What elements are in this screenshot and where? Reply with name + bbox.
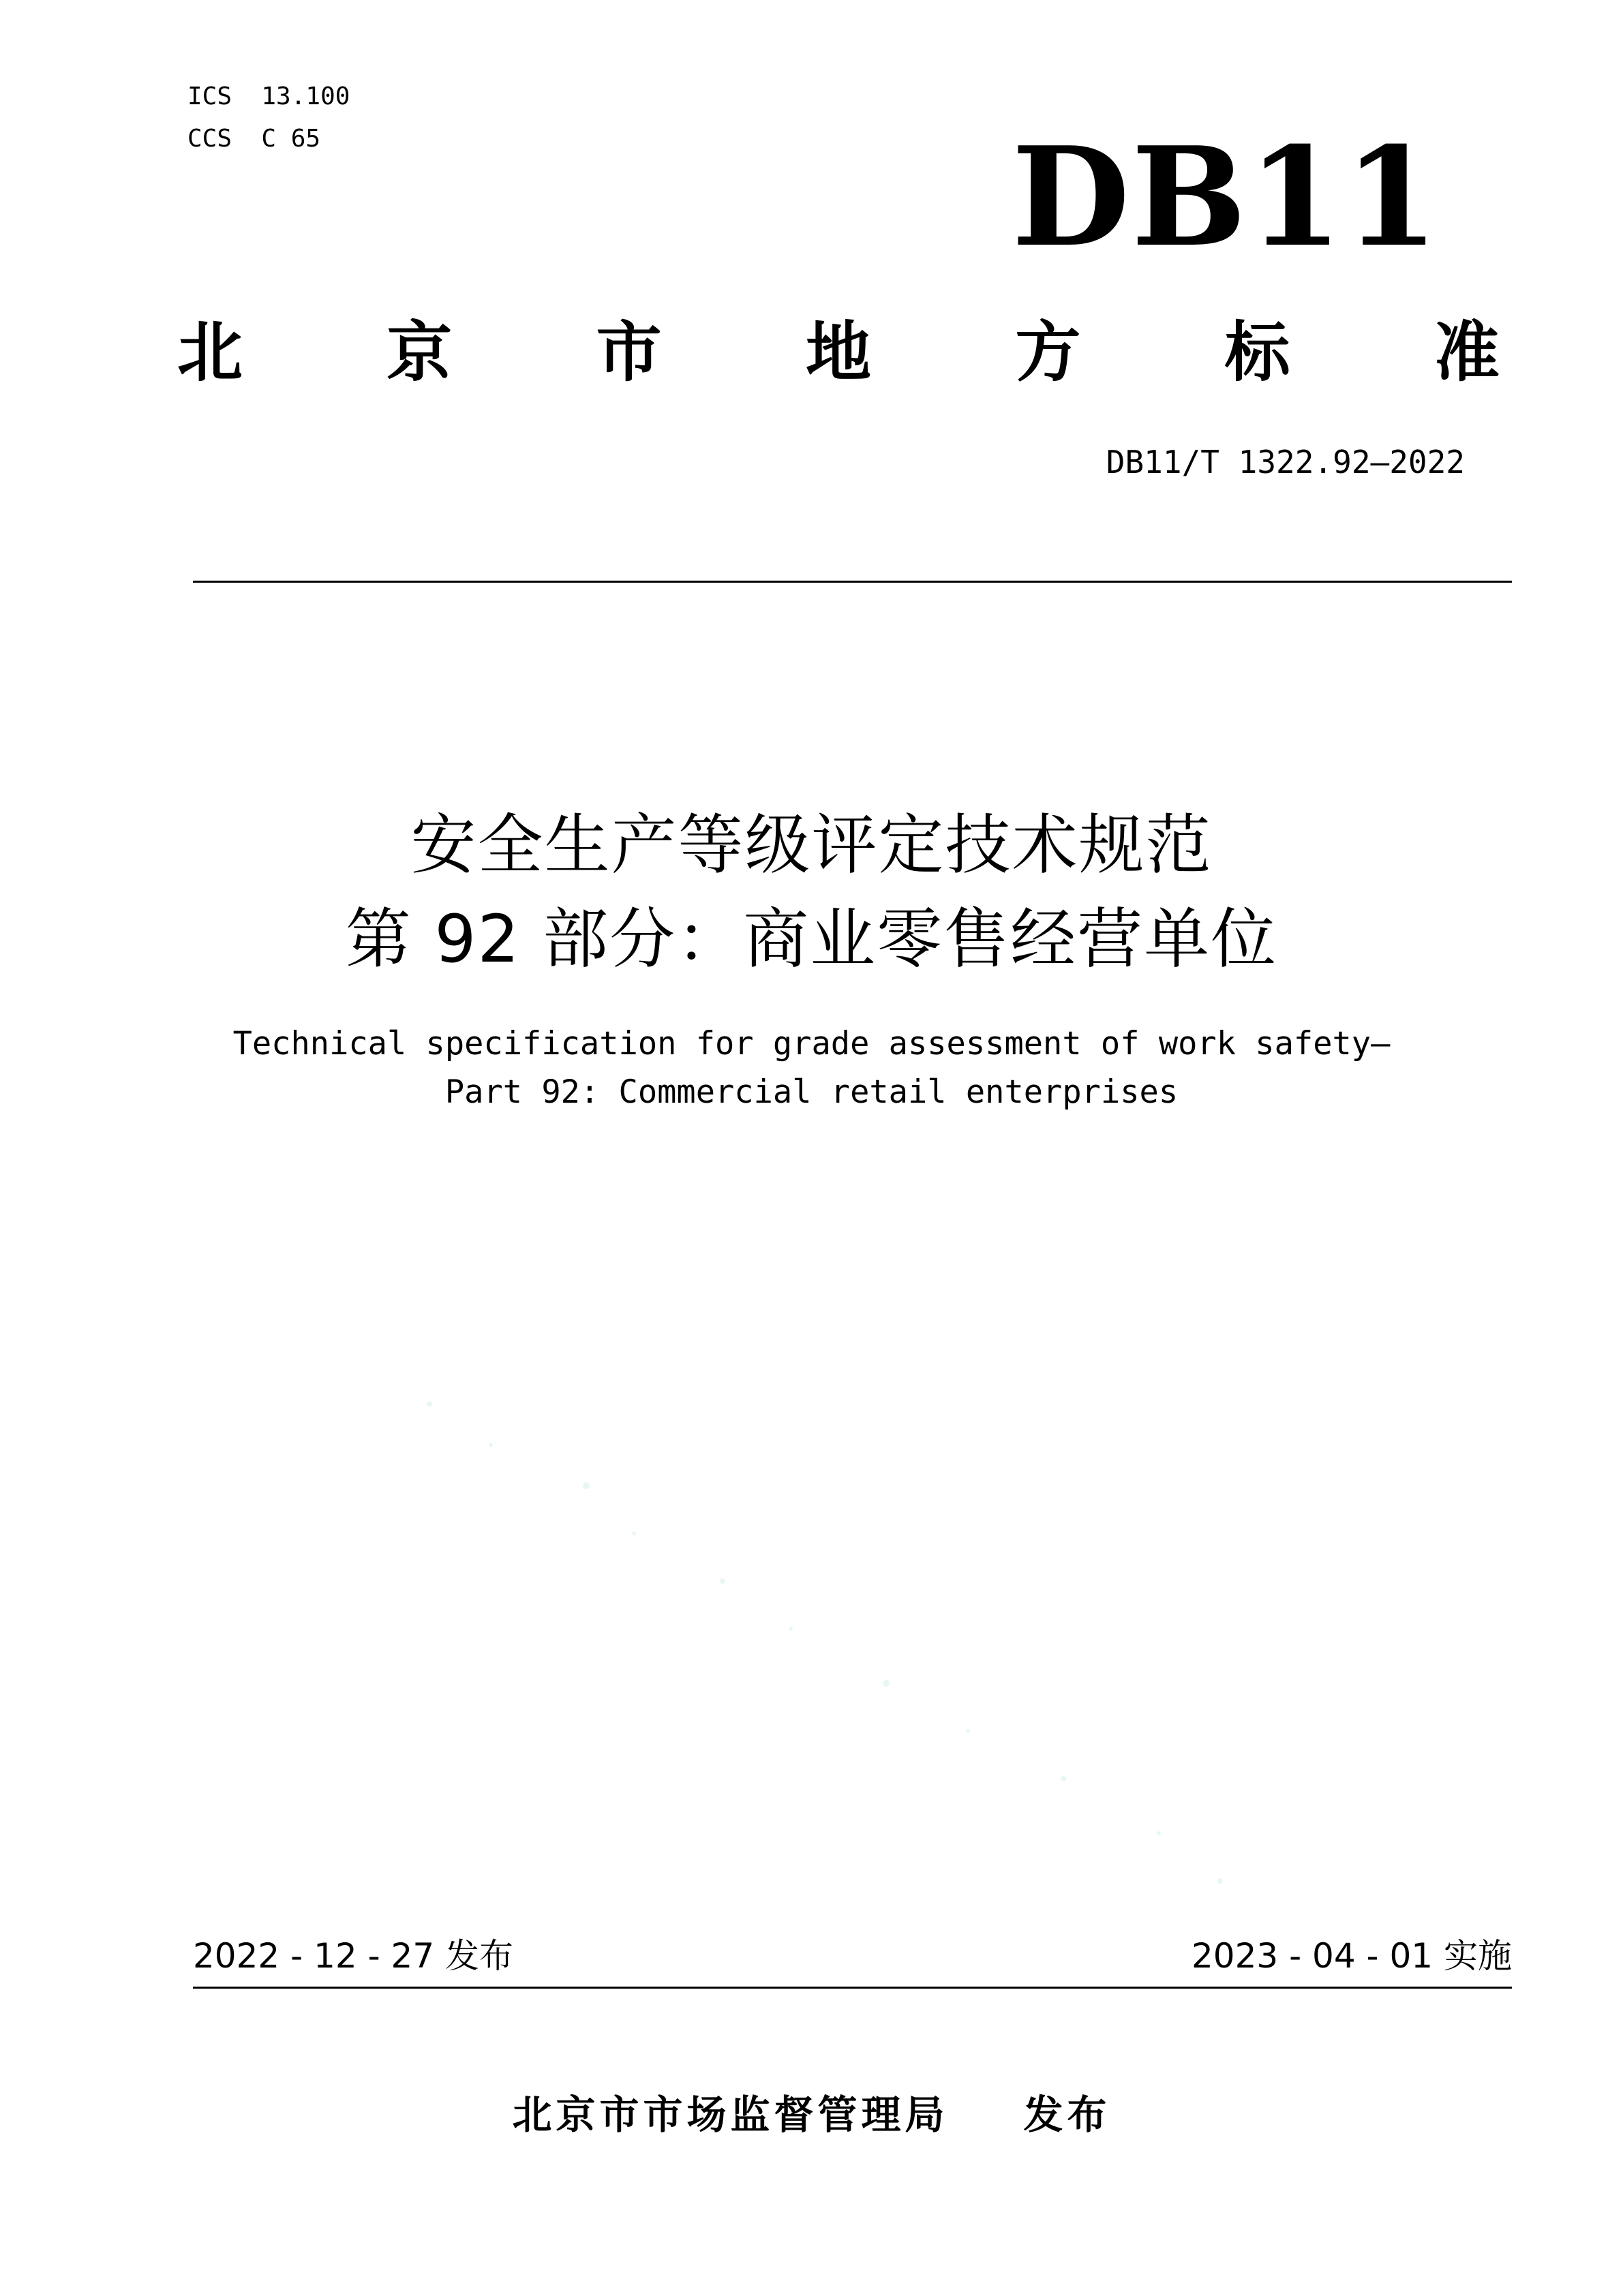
top-divider [193, 581, 1512, 583]
implementation-date: 2023 - 04 - 01 实施 [1191, 1936, 1512, 1976]
ccs-code: CCS C 65 [187, 125, 321, 153]
category-char: 准 [1434, 314, 1500, 391]
issue-date: 2022 - 12 - 27 发布 [193, 1936, 514, 1976]
title-english-line-2: Part 92: Commercial retail enterprises [444, 1073, 1179, 1111]
title-english-line-1: Technical specification for grade assessment of work safety— [232, 1025, 1391, 1062]
publisher-line [0, 2089, 1623, 2141]
publisher-name: 北京市市场监督管理局 [512, 2092, 949, 2138]
category-char: 京 [386, 314, 453, 391]
category-char: 地 [805, 314, 871, 391]
category-char: 北 [177, 314, 243, 391]
bottom-divider [193, 1987, 1512, 1989]
standard-category [177, 315, 1500, 390]
standard-code-logo: DB11 [1012, 117, 1440, 277]
category-char: 方 [1015, 314, 1081, 391]
standard-number: DB11/T 1322.92—2022 [1106, 444, 1465, 480]
title-chinese-line-1: 安全生产等级评定技术规范 [410, 807, 1213, 883]
title-chinese-line-2: 第 92 部分：商业零售经营单位 [345, 901, 1278, 977]
publisher-action: 发布 [1023, 2092, 1111, 2138]
ics-code: ICS 13.100 [187, 82, 350, 110]
category-char: 市 [596, 314, 662, 391]
category-char: 标 [1224, 314, 1290, 391]
faint-watermark [409, 1363, 1261, 1908]
